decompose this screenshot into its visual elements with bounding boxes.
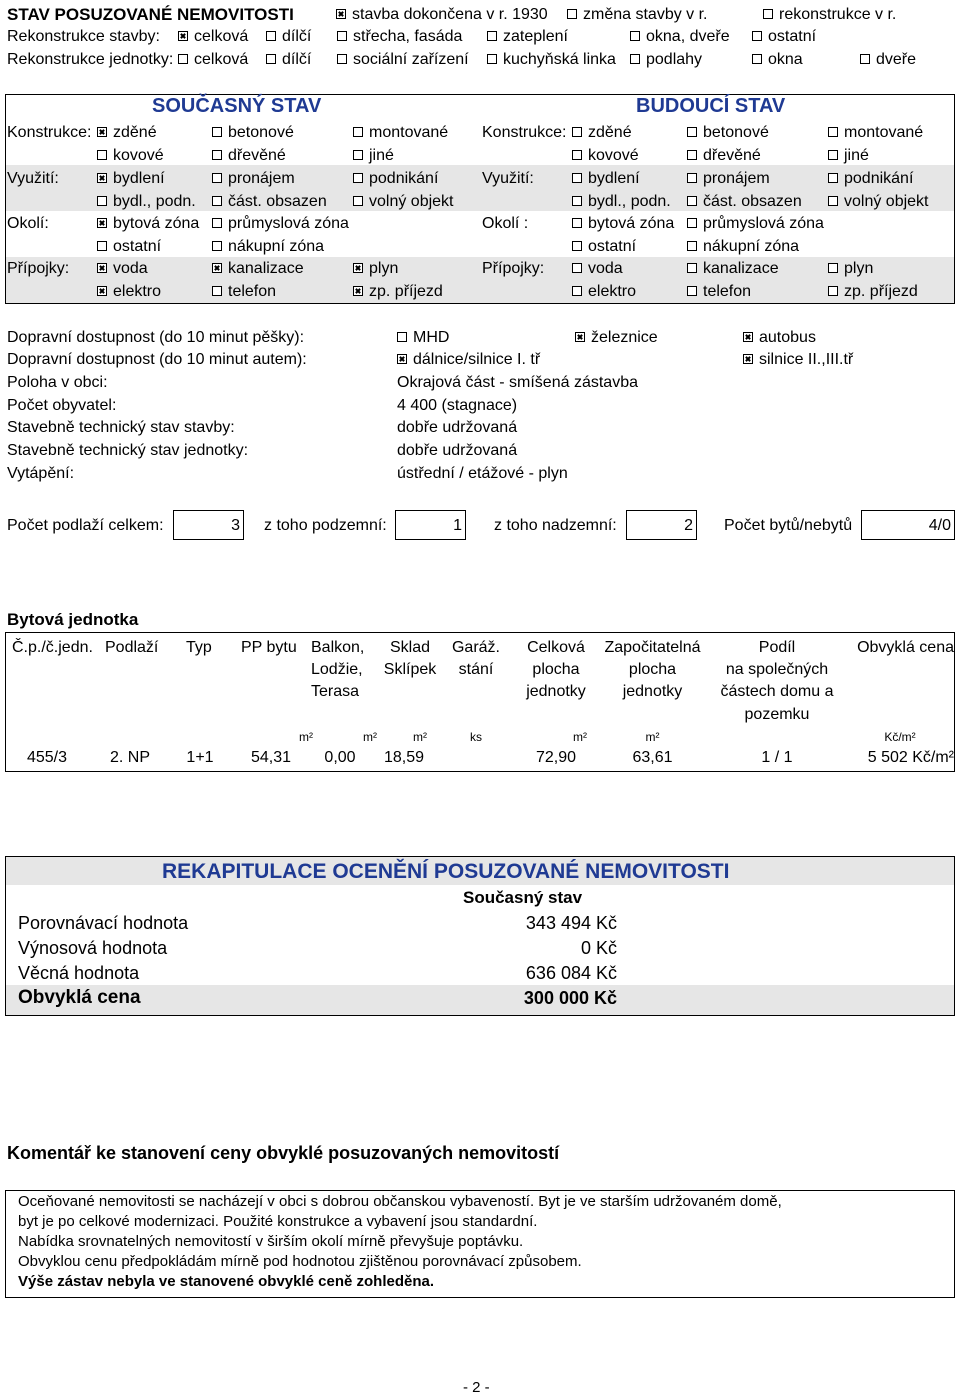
state-option-future: [572, 237, 636, 257]
autobus-option: [743, 328, 816, 348]
option-label: průmyslová zóna: [703, 215, 824, 232]
option-label: bydlení: [588, 170, 640, 187]
state-row-label: [7, 259, 69, 279]
option-label: okna: [768, 51, 803, 68]
state-option-current: [97, 169, 165, 189]
recap-label: Výnosová hodnota: [18, 938, 168, 958]
unit-table-unit: m²: [413, 730, 427, 744]
poloha-label: Poloha v obci:: [7, 374, 108, 391]
option-label: elektro: [113, 283, 162, 300]
checkbox-checked-icon: [353, 286, 363, 296]
checkbox-icon: [337, 31, 347, 41]
unit-table-header: pozemku: [744, 706, 810, 723]
unit-table-header: Typ: [186, 639, 212, 656]
option-label: Přípojky:: [482, 260, 545, 277]
unit-table-unit: m²: [573, 730, 587, 744]
rek-stavby-opt: [266, 27, 311, 47]
checkbox-icon: [687, 286, 697, 296]
checkbox-icon: [353, 196, 363, 206]
state-option-future: [687, 123, 769, 143]
floors-total-label: Počet podlaží celkem:: [7, 517, 164, 534]
state-option-future: [572, 123, 632, 143]
stavba-dokoncena-label: stavba dokončena v r. 1930: [352, 6, 548, 23]
option-label: Konstrukce:: [482, 124, 567, 141]
stavba-dokoncena: [336, 5, 548, 25]
option-label: pronájem: [228, 170, 295, 187]
checkbox-icon: [266, 31, 276, 41]
recap-value: 0 Kč: [580, 938, 617, 958]
state-option-current: [212, 214, 349, 234]
checkbox-checked-icon: [353, 263, 363, 273]
option-label: Využití:: [7, 170, 59, 187]
table-cell: 5 502 Kč/m²: [867, 749, 954, 766]
option-label: volný objekt: [844, 193, 929, 210]
option-label: kanalizace: [703, 260, 779, 277]
checkbox-icon: [212, 241, 222, 251]
checkbox-icon: [828, 286, 838, 296]
option-label: bytová zóna: [113, 215, 200, 232]
unit-table-header: Započitatelná: [604, 639, 701, 656]
checkbox-checked-icon: [743, 332, 753, 342]
unit-table-header: stání: [458, 661, 494, 678]
rek-stavby-opt: [752, 27, 816, 47]
table-cell: 0,00: [324, 749, 356, 766]
rek-stavby-opt: [487, 27, 568, 47]
option-label: montované: [844, 124, 924, 141]
unit-table-header: jednotky: [526, 683, 586, 700]
option-label: bydl., podn.: [113, 193, 196, 210]
rek-stavby-opt: [178, 27, 248, 47]
stav-stavby-value: dobře udržovaná: [397, 419, 518, 436]
unit-table-header: Celková: [527, 639, 585, 656]
checkbox-icon: [860, 54, 870, 64]
checkbox-icon: [212, 196, 222, 206]
state-row-label-future: [482, 259, 544, 279]
rek-jednotky-opt: [860, 50, 916, 70]
option-label: telefon: [228, 283, 277, 300]
state-option-current: [212, 259, 304, 279]
state-option-future: [687, 259, 779, 279]
checkbox-checked-icon: [97, 263, 107, 273]
state-option-current: [353, 146, 394, 166]
recap-value: 636 084 Kč: [525, 963, 617, 983]
option-label: voda: [113, 260, 148, 277]
checkbox-icon: [752, 54, 762, 64]
checkbox-checked-icon: [397, 354, 407, 364]
checkbox-icon: [630, 31, 640, 41]
option-label: dřevěné: [228, 147, 286, 164]
state-option-future: [572, 146, 639, 166]
option-label: Využití:: [482, 170, 534, 187]
option-label: podlahy: [646, 51, 703, 68]
vytapeni-label: Vytápění:: [7, 465, 75, 482]
option-label: volný objekt: [369, 193, 454, 210]
option-label: kanalizace: [228, 260, 304, 277]
rek-jednotky-opt: [487, 50, 616, 70]
unit-table-header: jednotky: [622, 683, 683, 700]
option-label: plyn: [844, 260, 874, 277]
recap-column-header: Současný stav: [463, 888, 583, 907]
state-option-current: [353, 192, 454, 212]
checkbox-icon: [212, 173, 222, 183]
state-option-future: [687, 192, 802, 212]
checkbox-icon: [178, 54, 188, 64]
option-label: dřevěné: [703, 147, 761, 164]
checkbox-icon: [687, 196, 697, 206]
state-option-current: [212, 123, 294, 143]
unit-table-header: plocha: [532, 661, 580, 678]
option-label: dílčí: [282, 28, 312, 45]
checkbox-icon: [828, 263, 838, 273]
state-option-current: [212, 169, 295, 189]
state-option-current: [97, 146, 164, 166]
checkbox-checked-icon: [743, 354, 753, 364]
comment-line-bold: Výše zástav nebyla ve stanovené obvyklé ceně zohleděna.: [18, 1273, 435, 1290]
obyvatel-label: Počet obyvatel:: [7, 397, 117, 414]
option-label: Okolí :: [482, 215, 529, 232]
state-option-future: [828, 192, 929, 212]
zeleznice-option: [575, 328, 658, 348]
checkbox-icon: [828, 173, 838, 183]
option-label: ostatní: [588, 238, 637, 255]
floors-above-label: z toho nadzemní:: [494, 517, 617, 534]
unit-table-header: Obvyklá cena: [857, 639, 954, 656]
rek-jednotky-label: Rekonstrukce jednotky:: [7, 51, 174, 68]
page-number: - 2 -: [463, 1379, 490, 1396]
comment-line: Oceňované nemovitosti se nacházejí v obci s dobrou občanskou vybaveností. Byt je ve starším udržovaném domě,: [18, 1193, 782, 1210]
future-state-title: BUDOUCÍ STAV: [636, 95, 786, 117]
units-count-value: 4/0: [861, 510, 955, 540]
checkbox-icon: [687, 241, 697, 251]
checkbox-icon: [572, 150, 582, 160]
checkbox-checked-icon: [336, 9, 346, 19]
state-option-future: [572, 214, 674, 234]
current-state-title: SOUČASNÝ STAV: [152, 95, 322, 117]
state-option-future: [828, 169, 913, 189]
checkbox-icon: [572, 173, 582, 183]
checkbox-icon: [828, 150, 838, 160]
rek-jednotky-opt: [178, 50, 248, 70]
checkbox-checked-icon: [178, 31, 188, 41]
dalnice-option: [397, 350, 540, 370]
autem-label: Dopravní dostupnost (do 10 minut autem):: [7, 351, 307, 368]
pesky-label: Dopravní dostupnost (do 10 minut pěšky):: [7, 329, 305, 346]
state-option-current: [353, 282, 443, 302]
checkbox-icon: [97, 196, 107, 206]
checkbox-icon: [337, 54, 347, 64]
unit-table-header: částech domu a: [720, 683, 834, 700]
comment-title: Komentář ke stanovení ceny obvyklé posuzovaných nemovitostí: [7, 1143, 560, 1163]
unit-table-header: Č.p./č.jedn.: [12, 639, 93, 656]
rek-jednotky-opt: [752, 50, 803, 70]
state-option-current: [353, 259, 398, 279]
checkbox-icon: [353, 127, 363, 137]
silnice-option: [743, 350, 853, 370]
recap-label: Věcná hodnota: [18, 963, 140, 983]
state-row-label: [7, 123, 91, 143]
option-label: dálnice/silnice I. tř: [413, 351, 541, 368]
option-label: zp. příjezd: [369, 283, 443, 300]
checkbox-icon: [828, 127, 838, 137]
option-label: ostatní: [113, 238, 162, 255]
state-option-current: [353, 123, 448, 143]
option-label: nákupní zóna: [228, 238, 325, 255]
state-option-future: [687, 237, 799, 257]
checkbox-icon: [397, 332, 407, 342]
option-label: silnice II.,III.tř: [759, 351, 854, 368]
option-label: podnikání: [369, 170, 439, 187]
rek-jednotky-opt: [266, 50, 311, 70]
option-label: voda: [588, 260, 623, 277]
units-count-label: Počet bytů/nebytů: [724, 517, 853, 534]
unit-table-header: PP bytu: [241, 639, 297, 656]
checkbox-icon: [763, 9, 773, 19]
checkbox-icon: [752, 31, 762, 41]
unit-table-header: Balkon,: [311, 639, 365, 656]
stav-jednotky-value: dobře udržovaná: [397, 442, 518, 459]
option-label: telefon: [703, 283, 752, 300]
option-label: podnikání: [844, 170, 914, 187]
checkbox-icon: [212, 150, 222, 160]
checkbox-icon: [572, 218, 582, 228]
option-label: bytová zóna: [588, 215, 675, 232]
option-label: Okolí:: [7, 215, 49, 232]
state-option-future: [572, 282, 636, 302]
unit-table-header: Terasa: [311, 683, 360, 700]
option-label: plyn: [369, 260, 399, 277]
checkbox-checked-icon: [97, 218, 107, 228]
vytapeni-value: ústřední / etážové - plyn: [397, 465, 568, 482]
option-label: zp. příjezd: [844, 283, 918, 300]
unit-table-header: Garáž.: [451, 639, 500, 656]
unit-table-unit: m²: [645, 730, 660, 744]
obyvatel-value: 4 400 (stagnace): [397, 397, 518, 414]
option-label: část. obsazen: [228, 193, 327, 210]
checkbox-icon: [97, 241, 107, 251]
option-label: bydl., podn.: [588, 193, 671, 210]
checkbox-icon: [567, 9, 577, 19]
checkbox-icon: [687, 218, 697, 228]
option-label: sociální zařízení: [353, 51, 469, 68]
state-option-future: [828, 259, 873, 279]
zmena-stavby: [567, 5, 708, 25]
state-option-future: [828, 123, 923, 143]
checkbox-icon: [212, 218, 222, 228]
state-option-current: [97, 192, 196, 212]
state-option-future: [687, 214, 824, 234]
table-cell: 18,59: [383, 749, 425, 766]
state-option-current: [353, 169, 438, 189]
option-label: celková: [194, 51, 249, 68]
checkbox-icon: [687, 263, 697, 273]
state-option-current: [97, 259, 148, 279]
state-option-current: [212, 282, 276, 302]
checkbox-checked-icon: [97, 173, 107, 183]
option-label: zateplení: [503, 28, 568, 45]
option-label: pronájem: [703, 170, 770, 187]
unit-table-header: Sklad: [389, 639, 431, 656]
unit-title: Bytová jednotka: [7, 610, 139, 629]
option-label: autobus: [759, 329, 816, 346]
option-label: betonové: [703, 124, 769, 141]
rek-jednotky-opt: [337, 50, 469, 70]
checkbox-icon: [97, 150, 107, 160]
checkbox-icon: [572, 286, 582, 296]
page-title: STAV POSUZOVANÉ NEMOVITOSTI: [7, 5, 294, 24]
table-cell: 72,90: [535, 749, 577, 766]
checkbox-icon: [828, 196, 838, 206]
option-label: zděné: [113, 124, 157, 141]
floors-above-value: 2: [626, 510, 697, 540]
recap-title: REKAPITULACE OCENĚNÍ POSUZOVANÉ NEMOVITOSTI: [162, 860, 730, 883]
option-label: průmyslová zóna: [228, 215, 349, 232]
checkbox-icon: [487, 54, 497, 64]
option-label: celková: [194, 28, 249, 45]
unit-table-unit: m²: [363, 730, 377, 744]
checkbox-icon: [353, 173, 363, 183]
option-label: MHD: [413, 329, 450, 346]
zmena-stavby-label: změna stavby v r.: [583, 6, 708, 23]
state-option-current: [97, 282, 161, 302]
recap-total-label: Obvyklá cena: [18, 987, 141, 1008]
option-label: Konstrukce:: [7, 124, 92, 141]
state-option-future: [687, 169, 770, 189]
unit-table-header: Podíl: [758, 639, 796, 656]
option-label: kuchyňská linka: [503, 51, 616, 68]
checkbox-icon: [266, 54, 276, 64]
table-cell: 455/3: [26, 749, 68, 766]
comment-line: Nabídka srovnatelných nemovitostí v širším okolí mírně převyšuje poptávku.: [18, 1233, 524, 1250]
state-option-current: [212, 146, 286, 166]
poloha-value: Okrajová část - smíšená zástavba: [397, 374, 638, 391]
unit-table-unit: m²: [299, 730, 313, 744]
comment-line: Obvyklou cenu předpokládám mírně pod hodnotou zjištěnou porovnávací způsobem.: [18, 1253, 582, 1270]
checkbox-icon: [353, 150, 363, 160]
state-row-label-future: [482, 123, 566, 143]
option-label: zděné: [588, 124, 632, 141]
state-option-future: [828, 282, 918, 302]
option-label: jiné: [844, 147, 869, 164]
state-option-future: [572, 169, 640, 189]
state-row-label-future: [482, 169, 534, 189]
rek-jednotky-opt: [630, 50, 702, 70]
checkbox-icon: [572, 241, 582, 251]
rek-stavby-opt: [337, 27, 462, 47]
comment-line: byt je po celkové modernizaci. Použité konstrukce a vybavení jsou standardní.: [18, 1213, 538, 1230]
unit-table-header: Sklípek: [383, 661, 437, 678]
stav-jednotky-label: Stavebně technický stav jednotky:: [7, 442, 249, 459]
option-label: železnice: [591, 329, 658, 346]
option-label: okna, dveře: [646, 28, 730, 45]
checkbox-checked-icon: [97, 127, 107, 137]
option-label: nákupní zóna: [703, 238, 800, 255]
state-row-label-future: [482, 214, 528, 234]
state-option-future: [828, 146, 869, 166]
checkbox-icon: [487, 31, 497, 41]
unit-table-header: Lodžie,: [311, 661, 363, 678]
option-label: kovové: [113, 147, 164, 164]
recap-value: 343 494 Kč: [525, 913, 617, 933]
unit-table-header: Podlaží: [105, 639, 159, 656]
unit-table-unit: ks: [470, 730, 482, 744]
table-cell: 1 / 1: [761, 749, 793, 766]
state-row-label: [7, 169, 59, 189]
option-label: kovové: [588, 147, 639, 164]
floors-underground-label: z toho podzemní:: [264, 517, 387, 534]
unit-table-header: plocha: [628, 661, 677, 678]
option-label: montované: [369, 124, 449, 141]
checkbox-icon: [687, 173, 697, 183]
option-label: část. obsazen: [703, 193, 802, 210]
state-option-current: [97, 123, 157, 143]
checkbox-icon: [687, 150, 697, 160]
state-option-future: [572, 192, 671, 212]
state-option-current: [97, 214, 199, 234]
state-option-current: [97, 237, 161, 257]
option-label: bydlení: [113, 170, 165, 187]
rekonstrukce: [763, 5, 896, 25]
state-option-future: [687, 146, 761, 166]
floors-total-value: 3: [173, 510, 244, 540]
checkbox-icon: [572, 263, 582, 273]
unit-table-header: na společných: [725, 661, 829, 678]
state-option-current: [212, 192, 327, 212]
option-label: ostatní: [768, 28, 817, 45]
checkbox-icon: [212, 286, 222, 296]
checkbox-icon: [212, 127, 222, 137]
checkbox-icon: [572, 196, 582, 206]
checkbox-checked-icon: [575, 332, 585, 342]
option-label: dílčí: [282, 51, 312, 68]
rek-stavby-opt: [630, 27, 730, 47]
state-row-label: [7, 214, 49, 234]
option-label: betonové: [228, 124, 294, 141]
rek-stavby-label: Rekonstrukce stavby:: [7, 28, 160, 45]
checkbox-checked-icon: [212, 263, 222, 273]
state-option-future: [687, 282, 751, 302]
option-label: jiné: [369, 147, 394, 164]
rekonstrukce-label: rekonstrukce v r.: [779, 6, 897, 23]
checkbox-checked-icon: [97, 286, 107, 296]
table-cell: 2. NP: [109, 749, 150, 766]
state-option-future: [572, 259, 623, 279]
recap-label: Porovnávací hodnota: [18, 913, 189, 933]
unit-table-unit: Kč/m²: [884, 730, 916, 744]
mhd-option: [397, 328, 449, 348]
recap-total-value: 300 000 Kč: [523, 988, 617, 1008]
table-cell: 63,61: [632, 749, 673, 766]
option-label: střecha, fasáda: [353, 28, 463, 45]
option-label: dveře: [876, 51, 917, 68]
checkbox-icon: [572, 127, 582, 137]
option-label: elektro: [588, 283, 637, 300]
table-cell: 1+1: [186, 749, 214, 766]
state-option-current: [212, 237, 324, 257]
table-cell: 54,31: [250, 749, 292, 766]
checkbox-icon: [630, 54, 640, 64]
floors-underground-value: 1: [395, 510, 466, 540]
option-label: Přípojky:: [7, 260, 70, 277]
checkbox-icon: [687, 127, 697, 137]
stav-stavby-label: Stavebně technický stav stavby:: [7, 419, 235, 436]
